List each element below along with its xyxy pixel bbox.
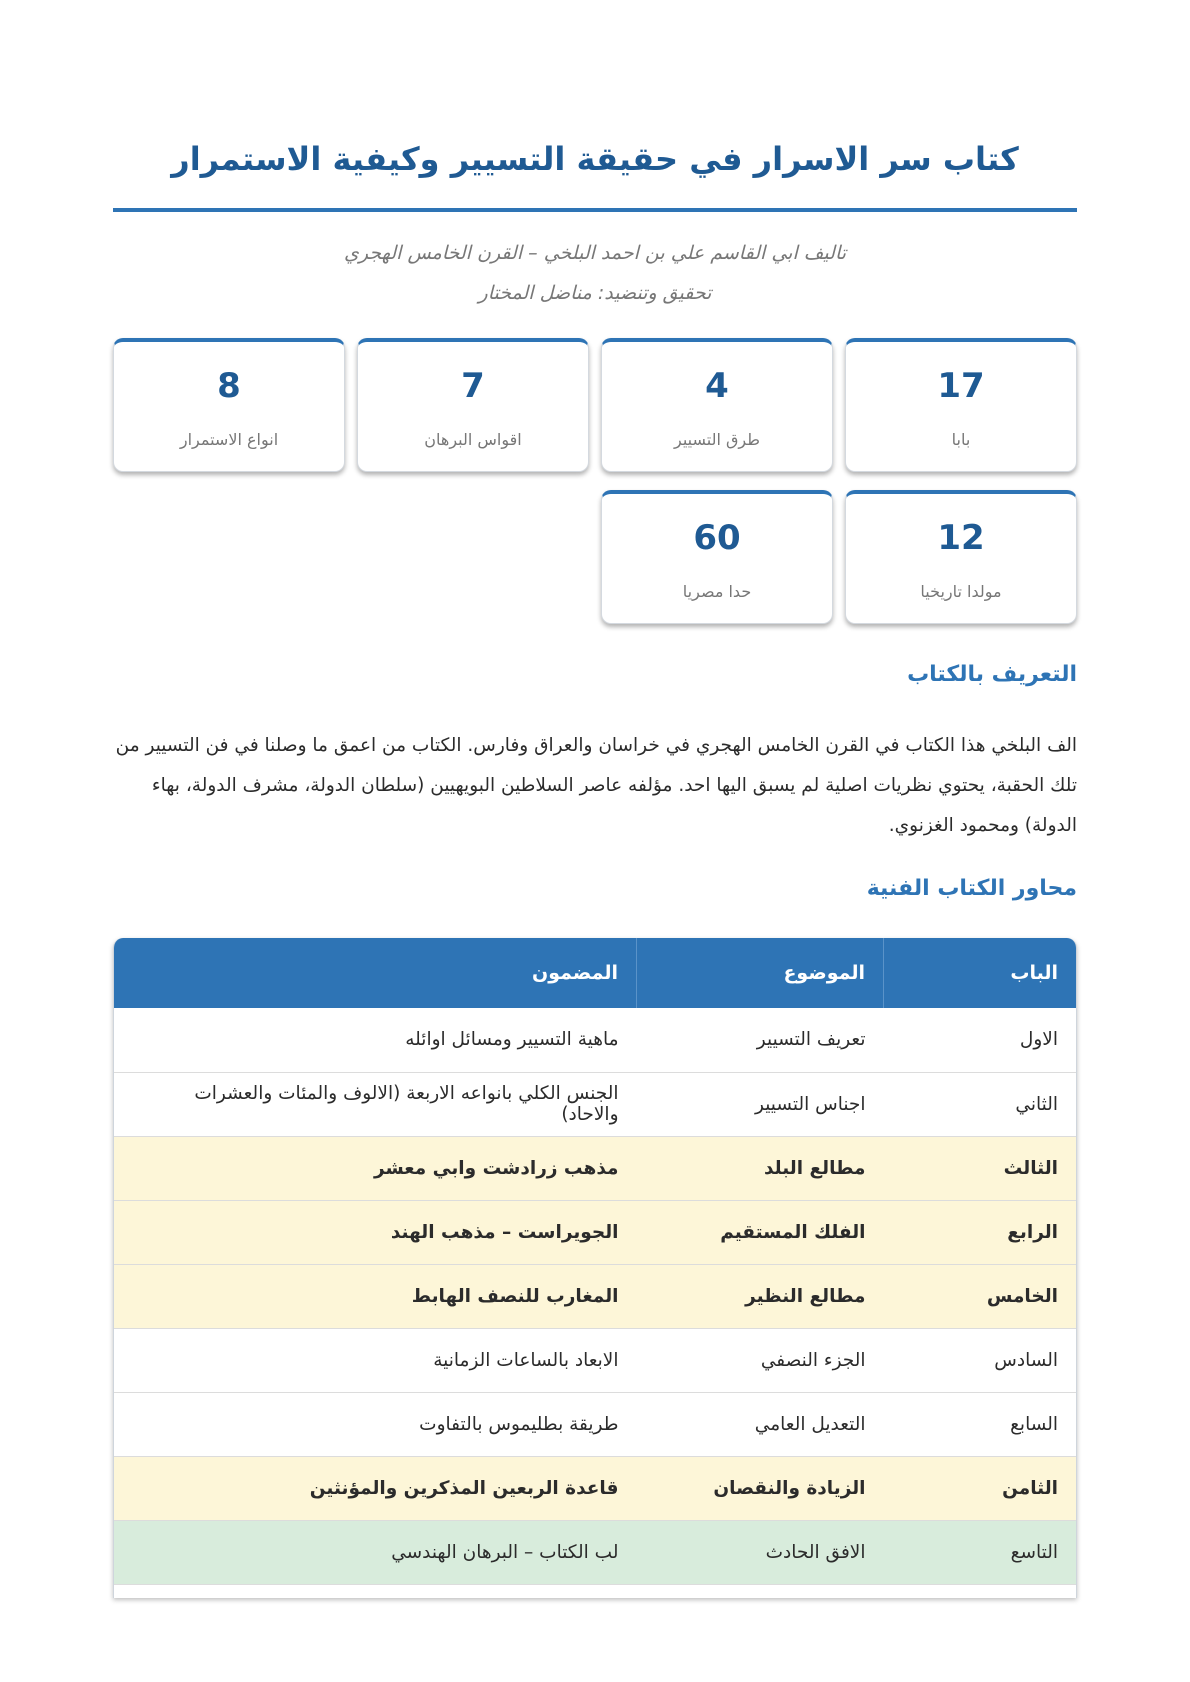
column-header-topic: الموضوع [637,938,884,1008]
stat-value: 17 [937,366,985,406]
column-header-content: المضمون [532,962,618,984]
stat-card-nativities [845,490,1077,624]
cell-bab: الثالث [1003,1157,1058,1179]
cell-bab: الرابع [1007,1221,1058,1243]
stat-card-chapters [845,338,1077,472]
cell-bab: السادس [994,1349,1058,1371]
stat-label: طرق التسيير [674,430,760,449]
table-row [114,1456,1076,1520]
cell-content: قاعدة الربعين المذكرين والمؤنثين [309,1477,619,1499]
table-body [114,1008,1076,1584]
document-title: كتاب سر الاسرار في حقيقة التسيير وكيفية الاستمرار [171,140,1019,178]
editor-line: تحقيق وتنضيد: مناضل المختار [478,282,712,304]
table-row [114,1136,1076,1200]
stat-card-arcs [357,338,589,472]
stat-card-egyptian-terms [601,490,833,624]
cell-content: ماهية التسيير ومسائل اوائله [405,1029,619,1051]
cell-bab: الثامن [1002,1477,1058,1499]
cell-bab: التاسع [1010,1541,1058,1563]
stat-value: 4 [705,366,729,406]
stat-card-continuity-types [113,338,345,472]
cell-content: مذهب زرادشت وابي معشر [373,1157,619,1179]
title-divider [113,208,1077,212]
stat-label: حدا مصريا [682,582,752,601]
cell-topic: مطالع النظير [745,1285,866,1307]
intro-paragraph: الف البلخي هذا الكتاب في القرن الخامس الهجري في خراسان والعراق وفارس. الكتاب من اعمق ما وصلنا في فن التسيير من تلك الحقبة، يحتوي نظريات اصلية لم يسبق اليها احد. مؤلفه عاصر السلاطين البويهيين (سلطان الدولة، مشرف الدولة، بهاء الدولة) ومحمود الغزنوي. [115,735,1077,836]
cell-content: الجنس الكلي بانواعه الاربعة (الالوف والمئات والعشرات والاحاد) [194,1083,619,1125]
cell-bab: السابع [1010,1413,1058,1435]
table-row [114,1072,1076,1136]
cell-bab: الثاني [1015,1093,1058,1115]
table-row [114,1008,1076,1072]
stat-label: انواع الاستمرار [179,430,279,449]
stat-value: 8 [217,366,241,406]
stat-card-methods [601,338,833,472]
cell-topic: الزيادة والنقصان [713,1477,866,1499]
axes-table [114,938,1076,1585]
author-line: تاليف ابي القاسم علي بن احمد البلخي – القرن الخامس الهجري [343,242,847,264]
table-row [114,1520,1076,1584]
table-row [114,1264,1076,1328]
cell-topic: الفلك المستقيم [720,1221,866,1243]
stat-value: 12 [937,518,985,558]
axes-table-container [113,938,1077,1598]
cell-topic: الافق الحادث [765,1541,866,1563]
cell-content: طريقة بطليموس بالتفاوت [419,1413,619,1435]
table-row [114,1328,1076,1392]
stats-grid [113,338,1077,628]
cell-content: الابعاد بالساعات الزمانية [433,1349,619,1371]
cell-topic: الجزء النصفي [760,1349,866,1371]
table-row [114,1392,1076,1456]
stat-value: 7 [461,366,485,406]
cell-bab: الخامس [986,1285,1058,1307]
column-header-bab: الباب [884,938,1077,1008]
table-row [114,1200,1076,1264]
cell-content: لب الكتاب – البرهان الهندسي [391,1541,619,1563]
intro-heading: التعريف بالكتاب [907,662,1077,687]
stat-label: بابا [951,430,971,449]
cell-content: المغارب للنصف الهابط [411,1285,619,1307]
table-header-row [114,938,1076,1008]
stat-value: 60 [693,518,741,558]
cell-topic: تعريف التسيير [756,1029,866,1051]
stat-label: مولدا تاريخيا [920,582,1002,601]
cell-bab: الاول [1019,1029,1058,1051]
cell-topic: مطالع البلد [763,1157,866,1179]
cell-content: الجويراست – مذهب الهند [390,1221,619,1243]
cell-topic: اجناس التسيير [755,1093,866,1115]
stat-label: اقواس البرهان [424,430,522,449]
cell-topic: التعديل العامي [754,1413,866,1435]
axes-heading: محاور الكتاب الفنية [866,876,1077,901]
